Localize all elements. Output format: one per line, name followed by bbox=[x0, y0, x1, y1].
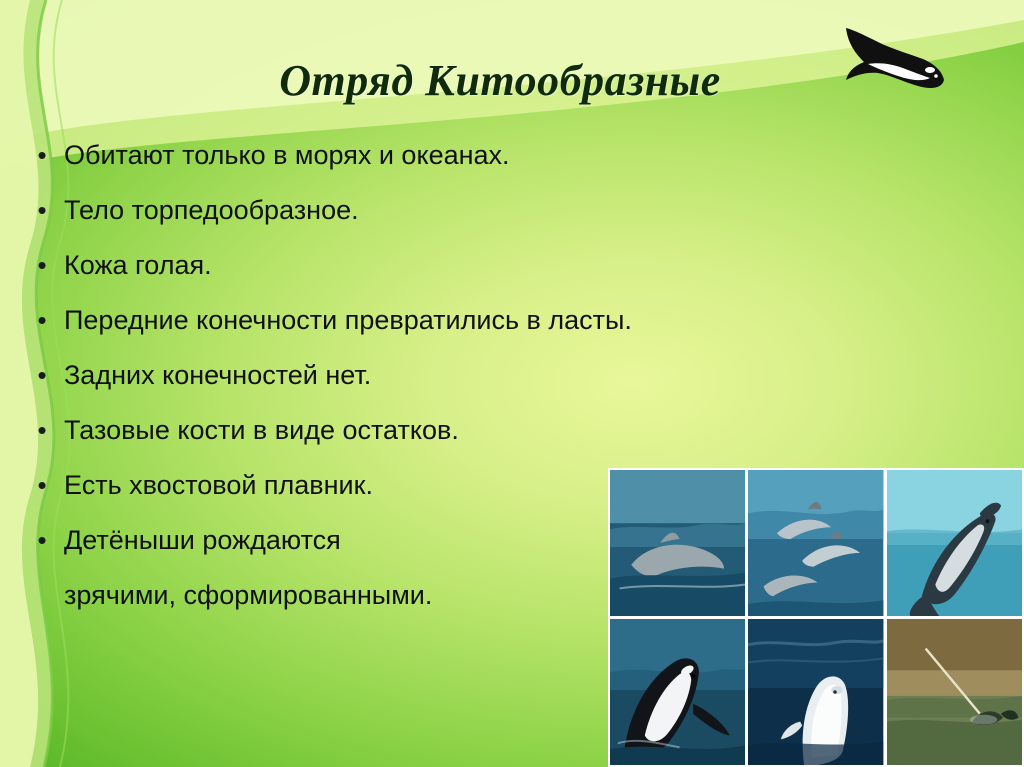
bullet-icon: • bbox=[37, 525, 47, 555]
bullet-icon: • bbox=[37, 195, 47, 225]
page-title: Отряд Китообразные bbox=[279, 56, 721, 105]
photo-dolphin-pod bbox=[748, 470, 883, 616]
list-item-label: Детёныши рождаются bbox=[64, 525, 341, 555]
list-item-label: зрячими, сформированными. bbox=[64, 580, 433, 610]
bullet-icon: • bbox=[37, 305, 47, 335]
list-item bbox=[20, 413, 970, 455]
bullet-icon: • bbox=[37, 470, 47, 500]
list-item-label: Тазовые кости в виде остатков. bbox=[64, 415, 459, 445]
list-item-label: Передние конечности превратились в ласты. bbox=[64, 305, 632, 335]
bullet-icon: • bbox=[37, 140, 47, 170]
photo-beluga-whale bbox=[748, 619, 883, 765]
orca-whale-icon bbox=[838, 18, 948, 108]
list-item-label: Обитают только в морях и океанах. bbox=[64, 140, 510, 170]
list-item bbox=[20, 138, 970, 180]
list-item bbox=[20, 248, 970, 290]
list-item bbox=[20, 303, 970, 345]
photo-orca-breaching bbox=[610, 619, 745, 765]
list-item bbox=[20, 193, 970, 235]
list-item-label: Тело торпедообразное. bbox=[64, 195, 359, 225]
bullet-icon: • bbox=[37, 415, 47, 445]
bullet-icon: • bbox=[37, 360, 47, 390]
list-item bbox=[20, 358, 970, 400]
list-item-label: Есть хвостовой плавник. bbox=[64, 470, 373, 500]
list-item-label: Кожа голая. bbox=[64, 250, 212, 280]
bullet-icon: • bbox=[37, 250, 47, 280]
photo-dolphin-surfacing bbox=[610, 470, 745, 616]
photo-dolphin-leaping bbox=[887, 470, 1022, 616]
photo-grid bbox=[608, 468, 1024, 767]
photo-whale-river bbox=[887, 619, 1022, 765]
list-item-label: Задних конечностей нет. bbox=[64, 360, 372, 390]
